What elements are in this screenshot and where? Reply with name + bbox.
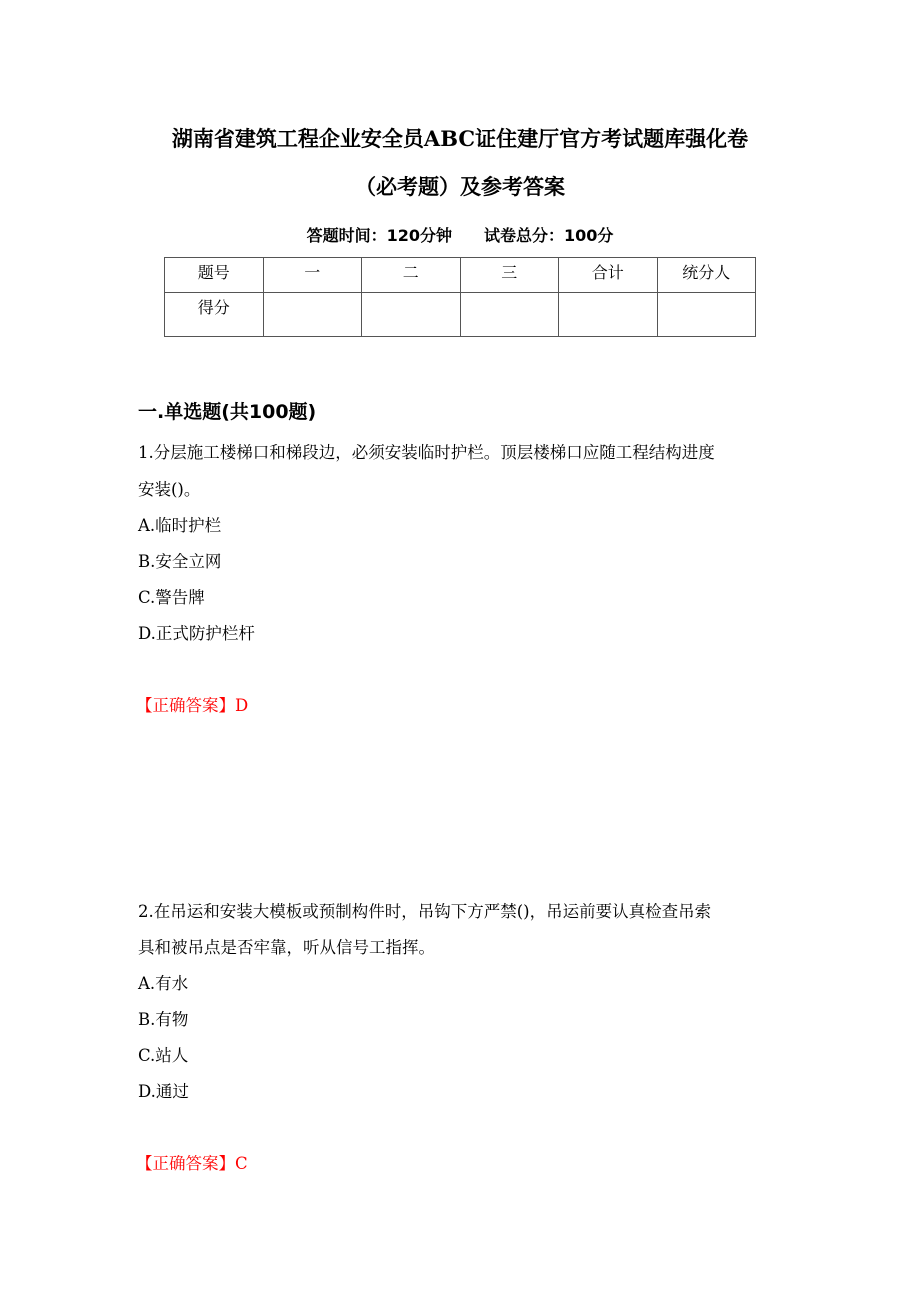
option-d: D.通过 xyxy=(138,1082,189,1101)
question-text: 1.分层施工楼梯口和梯段边，必须安装临时护栏。顶层楼梯口应随工程结构进度 xyxy=(138,443,715,462)
option-c: C.警告牌 xyxy=(138,588,205,607)
question-text: 安装()。 xyxy=(138,480,201,499)
option-c: C.站人 xyxy=(138,1046,189,1065)
score-table xyxy=(164,257,756,337)
header-cell: 统分人 xyxy=(657,258,756,293)
title-line-2: （必考题）及参考答案 xyxy=(355,174,565,199)
option-d: D.正式防护栏杆 xyxy=(138,624,255,643)
header-cell: 一 xyxy=(263,258,362,293)
question-text: 具和被吊点是否牢靠，听从信号工指挥。 xyxy=(138,938,435,957)
header-cell: 题号 xyxy=(165,258,264,293)
option-b: B.有物 xyxy=(138,1010,189,1029)
question-text: 2.在吊运和安装大模板或预制构件时，吊钩下方严禁()，吊运前要认真检查吊索 xyxy=(138,902,712,921)
header-cell: 三 xyxy=(460,258,559,293)
exam-info: 答题时间：120分钟 试卷总分：100分 xyxy=(306,226,614,245)
score-table-score-row xyxy=(165,293,756,337)
score-cell xyxy=(263,293,362,337)
section-heading: 一.单选题(共100题) xyxy=(138,401,317,423)
header-cell: 合计 xyxy=(559,258,658,293)
option-a: A.临时护栏 xyxy=(138,516,222,535)
correct-answer: 【正确答案】C xyxy=(136,1154,248,1173)
row-label-cell: 得分 xyxy=(165,293,264,337)
option-b: B.安全立网 xyxy=(138,552,222,571)
score-table-header-row xyxy=(165,258,756,293)
score-cell xyxy=(559,293,658,337)
score-cell xyxy=(460,293,559,337)
score-cell xyxy=(657,293,756,337)
score-cell xyxy=(362,293,461,337)
header-cell: 二 xyxy=(362,258,461,293)
title-line-1: 湖南省建筑工程企业安全员ABC证住建厅官方考试题库强化卷 xyxy=(171,126,749,151)
option-a: A.有水 xyxy=(138,974,189,993)
correct-answer: 【正确答案】D xyxy=(136,696,249,715)
